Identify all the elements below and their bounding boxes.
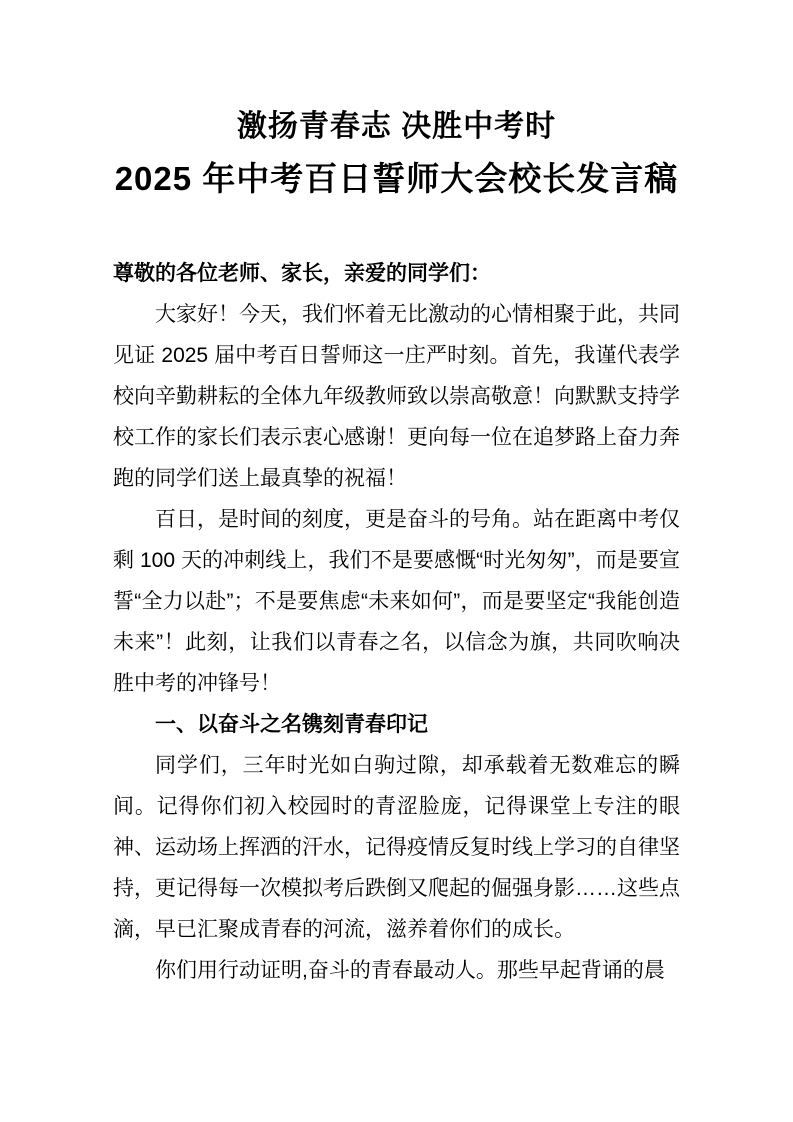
doc-title-line-2: 2025 年中考百日誓师大会校长发言稿 bbox=[114, 160, 679, 197]
salutation: 尊敬的各位老师、家长，亲爱的同学们： bbox=[113, 262, 491, 285]
paragraph-three-years: 同学们，三年时光如白驹过隙，却承载着无数难忘的瞬间。记得你们初入校园时的青涩脸庞，记得课堂上专注的眼神、运动场上挥洒的汗水，记得疫情反复时线上学习的自律坚持，更记得每一次模拟考后跌倒又爬起的倔强身影……这些点滴，早已汇聚成青春的河流，滋养着你们的成长。 bbox=[113, 754, 680, 941]
paragraph-action-proof-truncated: 你们用行动证明,奋斗的青春最动人。那些早起背诵的晨 bbox=[155, 959, 665, 982]
doc-title-line-1: 激扬青春志 决胜中考时 bbox=[236, 110, 557, 143]
paragraph-greeting: 大家好！今天，我们怀着无比激动的心情相聚于此，共同见证 2025 届中考百日誓师这一庄严时刻。首先，我谨代表学校向辛勤耕耘的全体九年级教师致以崇高敬意！向默默支持学校工作的家长们表示衷心感谢！更向每一位在追梦路上奋力奔跑的同学们送上最真挚的祝福！ bbox=[113, 303, 680, 490]
section-heading-1: 一、以奋斗之名镌刻青春印记 bbox=[155, 713, 428, 736]
paragraph-hundred-days: 百日，是时间的刻度，更是奋斗的号角。站在距离中考仅剩 100 天的冲刺线上，我们不是要感慨“时光匆匆”，而是要宣誓“全力以赴”；不是要焦虑“未来如何”，而是要坚定“我能创造未来”！此刻，让我们以青春之名，以信念为旗，共同吹响决胜中考的冲锋号！ bbox=[113, 508, 680, 695]
